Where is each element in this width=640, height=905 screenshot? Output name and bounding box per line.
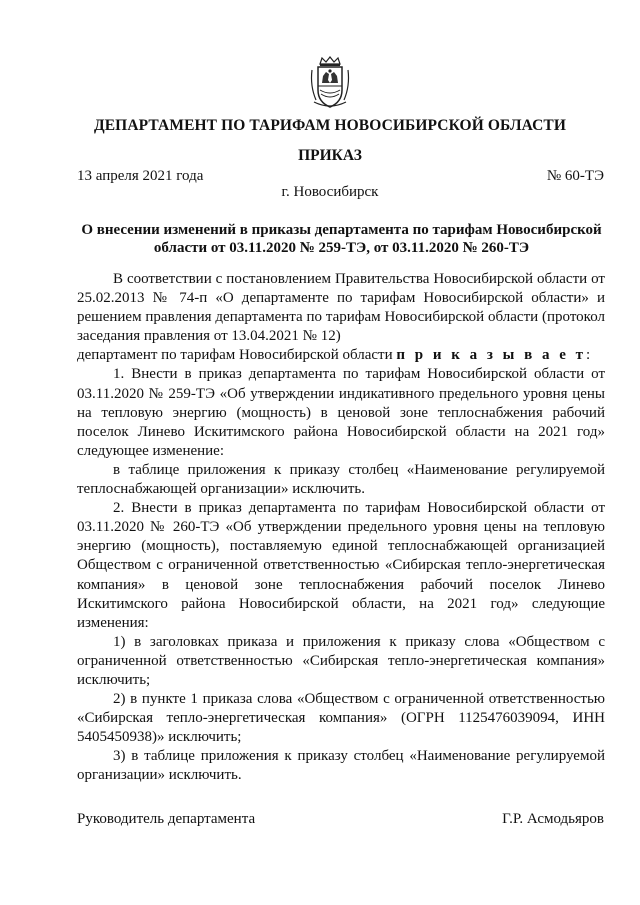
document-body [77,270,605,786]
coat-of-arms-icon [308,56,352,110]
order-clause-prefix: департамент по тарифам Новосибирской области [77,347,397,364]
signatory-name: Г.Р. Асмодьяров [502,811,604,827]
order-clause-suffix: : [586,347,591,364]
paragraph-order-clause [77,346,605,365]
document-number: № 60-ТЭ [546,168,604,184]
paragraph-item-1: 1. Внести в приказ департамента по тарифам Новосибирской области от 03.11.2020 № 259-ТЭ «Об утверждении индикативного предельного уровня цены на тепловую энергию (мощность) в ценовой зоне теплоснабжения рабочий поселок Линево Искитимского района Новосибирской области на 2021 год» следующее изменение: [77,366,605,459]
document-subject: О внесении изменений в приказы департамента по тарифам Новосибирской области от 03.11.2020 № 259-ТЭ, от 03.11.2020 № 260-ТЭ [81,222,602,257]
department-title: ДЕПАРТАМЕНТ ПО ТАРИФАМ НОВОСИБИРСКОЙ ОБЛАСТИ [93,117,567,134]
paragraph-item-2-sub-1: 1) в заголовках приказа и приложения к приказу слова «Обществом с ограниченной ответственностью «Сибирская тепло-энергетическая компания» исключить; [77,633,605,688]
document-type: ПРИКАЗ [298,147,362,164]
document-city: г. Новосибирск [281,184,379,200]
document-date: 13 апреля 2021 года [77,168,204,184]
signatory-role: Руководитель департамента [77,811,256,827]
paragraph-item-1-change: в таблице приложения к приказу столбец «Наименование регулируемой теплоснабжающей организации» исключить. [77,461,605,498]
paragraph-item-2-sub-2: 2) в пункте 1 приказа слова «Обществом с ограниченной ответственностью «Сибирская тепло-энергетическая компания» (ОГРН 1125476039094, ИНН 5405450938)» исключить; [77,691,605,746]
paragraph-preamble: В соответствии с постановлением Правительства Новосибирской области от 25.02.2013 № 74-п «О департаменте по тарифам Новосибирской области» и решением правления департамента по тарифам Новосибирской области (протокол заседания правления от 13.04.2021 № 12) [77,271,605,345]
paragraph-item-2: 2. Внести в приказ департамента по тарифам Новосибирской области от 03.11.2020 № 260-ТЭ «Об утверждении предельного уровня цены на тепловую энергию (мощность), поставляемую единой теплоснабжающей организацией Обществом с ограниченной ответственностью «Сибирская тепло-энергетическая компания» в ценовой зоне теплоснабжения рабочий поселок Линево Искитимского района Новосибирской области, на 2021 год» следующие изменения: [77,500,605,631]
order-keyword: п р и к а з ы в а е т [396,347,586,364]
paragraph-item-2-sub-3: 3) в таблице приложения к приказу столбец «Наименование регулируемой организации» исключить. [77,748,605,784]
